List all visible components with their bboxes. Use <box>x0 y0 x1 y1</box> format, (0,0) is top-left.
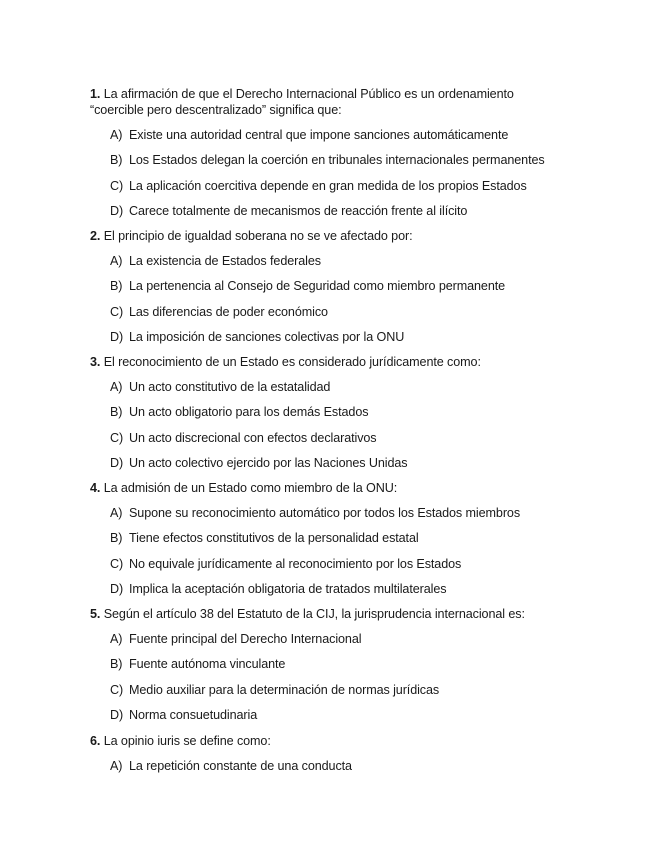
option-a[interactable] <box>90 631 570 647</box>
question-5 <box>90 606 570 723</box>
option-b[interactable] <box>90 404 570 420</box>
option-a[interactable] <box>90 379 570 395</box>
option-a[interactable] <box>90 505 570 521</box>
option-letter: A) <box>110 758 123 773</box>
stem-line <box>90 354 570 370</box>
option-text: Tiene efectos constitutivos de la personalidad estatal <box>129 531 419 545</box>
option-b[interactable] <box>90 152 570 168</box>
option-text: Supone su reconocimiento automático por todos los Estados miembros <box>129 505 521 520</box>
option-b[interactable] <box>90 278 570 294</box>
option-letter: C) <box>110 430 124 445</box>
stem-text: La admisión de un Estado como miembro de la ONU: <box>103 481 398 495</box>
option-text: La existencia de Estados federales <box>129 253 321 268</box>
option-text: Un acto colectivo ejercido por las Naciones Unidas <box>129 456 408 470</box>
stem-line <box>90 480 570 496</box>
option-c[interactable] <box>90 304 570 320</box>
option-letter: C) <box>110 178 124 193</box>
option-letter: B) <box>110 153 123 167</box>
question-stem <box>90 228 570 244</box>
option-d[interactable] <box>90 707 570 723</box>
question-number: 2. <box>90 229 101 243</box>
option-d[interactable] <box>90 329 570 345</box>
option-d[interactable] <box>90 581 570 597</box>
option-letter: C) <box>110 556 124 571</box>
option-text: Medio auxiliar para la determinación de normas jurídicas <box>129 682 440 697</box>
option-a[interactable] <box>90 253 570 269</box>
options-list <box>90 379 570 472</box>
question-stem <box>90 480 570 496</box>
option-letter: D) <box>110 330 124 344</box>
option-b[interactable] <box>90 530 570 546</box>
options-list <box>90 253 570 346</box>
option-letter: A) <box>110 631 123 646</box>
stem-line <box>90 606 570 622</box>
option-letter: A) <box>110 127 123 142</box>
option-text: Existe una autoridad central que impone sanciones automáticamente <box>129 127 509 142</box>
option-text: Implica la aceptación obligatoria de tratados multilaterales <box>129 582 447 596</box>
option-letter: B) <box>110 405 123 419</box>
option-text: Fuente principal del Derecho Internacional <box>129 631 362 646</box>
option-c[interactable] <box>90 430 570 446</box>
option-d[interactable] <box>90 455 570 471</box>
stem-line: “coercible pero descentralizado” significa que: <box>90 103 342 117</box>
question-1 <box>90 86 570 219</box>
option-text: Un acto obligatorio para los demás Estados <box>129 405 369 419</box>
option-letter: A) <box>110 253 123 268</box>
options-list <box>90 505 570 598</box>
stem-text: El reconocimiento de un Estado es considerado jurídicamente como: <box>103 355 481 369</box>
option-letter: C) <box>110 304 124 319</box>
question-stem <box>90 86 570 118</box>
option-text: La pertenencia al Consejo de Seguridad como miembro permanente <box>129 279 506 293</box>
question-stem <box>90 733 570 749</box>
option-text: Carece totalmente de mecanismos de reacción frente al ilícito <box>129 204 468 218</box>
option-letter: D) <box>110 582 124 596</box>
option-letter: A) <box>110 379 123 394</box>
question-4 <box>90 480 570 597</box>
stem-line <box>90 86 570 102</box>
stem-text: La opinio iuris se define como: <box>103 734 271 748</box>
option-a[interactable] <box>90 127 570 143</box>
question-stem <box>90 354 570 370</box>
option-letter: D) <box>110 204 124 218</box>
option-letter: D) <box>110 708 124 722</box>
option-b[interactable] <box>90 656 570 672</box>
question-number: 5. <box>90 607 101 621</box>
option-d[interactable] <box>90 203 570 219</box>
stem-text: La afirmación de que el Derecho Internacional Público es un ordenamiento <box>103 87 514 101</box>
option-text: La imposición de sanciones colectivas por la ONU <box>129 330 405 344</box>
option-letter: A) <box>110 505 123 520</box>
stem-text: Según el artículo 38 del Estatuto de la CIJ, la jurisprudencia internacional es: <box>103 607 525 621</box>
option-text: La aplicación coercitiva depende en gran medida de los propios Estados <box>129 178 527 193</box>
options-list <box>90 758 570 774</box>
option-text: Un acto constitutivo de la estatalidad <box>129 379 331 394</box>
option-text: La repetición constante de una conducta <box>129 758 352 773</box>
option-c[interactable] <box>90 556 570 572</box>
options-list <box>90 631 570 724</box>
option-letter: B) <box>110 657 123 671</box>
option-text: Un acto discrecional con efectos declarativos <box>129 430 377 445</box>
option-text: Los Estados delegan la coerción en tribunales internacionales permanentes <box>129 153 545 167</box>
option-a[interactable] <box>90 758 570 774</box>
question-number: 6. <box>90 734 101 748</box>
option-text: Las diferencias de poder económico <box>129 304 328 319</box>
stem-line <box>90 228 570 244</box>
question-6 <box>90 733 570 774</box>
option-text: No equivale jurídicamente al reconocimiento por los Estados <box>129 556 462 571</box>
question-2 <box>90 228 570 345</box>
stem-text: El principio de igualdad soberana no se ve afectado por: <box>103 229 413 243</box>
option-c[interactable] <box>90 178 570 194</box>
stem-line <box>90 733 570 749</box>
options-list <box>90 127 570 220</box>
question-number: 1. <box>90 87 101 101</box>
question-number: 3. <box>90 355 101 369</box>
option-letter: D) <box>110 456 124 470</box>
option-letter: C) <box>110 682 124 697</box>
option-letter: B) <box>110 531 123 545</box>
option-text: Fuente autónoma vinculante <box>129 657 286 671</box>
option-letter: B) <box>110 279 123 293</box>
option-c[interactable] <box>90 682 570 698</box>
question-stem <box>90 606 570 622</box>
option-text: Norma consuetudinaria <box>129 708 258 722</box>
question-number: 4. <box>90 481 101 495</box>
question-3 <box>90 354 570 471</box>
